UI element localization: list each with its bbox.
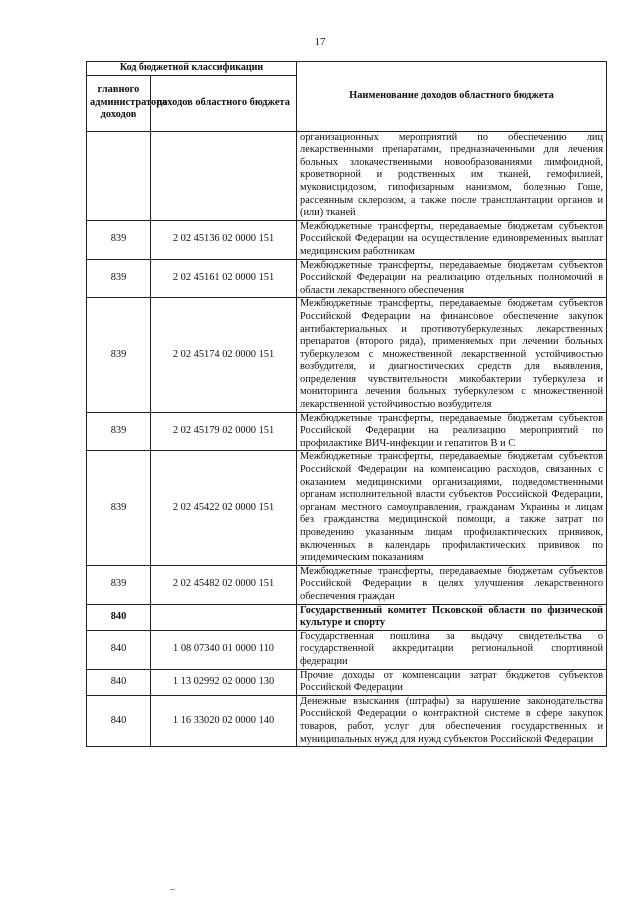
revenue-code-cell: 1 13 02992 02 0000 130: [151, 669, 297, 695]
admin-code-cell: 839: [87, 220, 151, 259]
admin-code-cell: 839: [87, 565, 151, 604]
revenue-code-cell: 1 16 33020 02 0000 140: [151, 695, 297, 746]
table-row: [87, 298, 607, 412]
header-admin: главного администратора доходов: [87, 75, 151, 131]
admin-code-cell: 840: [87, 695, 151, 746]
revenue-code-cell: 2 02 45422 02 0000 151: [151, 451, 297, 565]
revenue-code-cell: [151, 604, 297, 630]
table-row: [87, 695, 607, 746]
table-row: [87, 630, 607, 669]
table-row: [87, 259, 607, 298]
revenue-name-cell: Межбюджетные трансферты, передаваемые бюджетам субъектов Российской Федерации на компенсацию расходов, связанных с оказанием медицинскими организациями, подведомственными органам исполнительной власти субъектов Российской Федерации, органам местного самоуправления, гражданам Украины и лицам без гражданства медицинской помощи, а также затрат по проведению указанным лицам профилактических прививок, включенных в календарь профилактических прививок по эпидемическим показаниям: [297, 451, 607, 565]
admin-code-cell: 840: [87, 630, 151, 669]
revenue-name-cell: Межбюджетные трансферты, передаваемые бюджетам субъектов Российской Федерации в целях улучшения лекарственного обеспечения граждан: [297, 565, 607, 604]
revenue-code-cell: 2 02 45179 02 0000 151: [151, 412, 297, 451]
table-row: [87, 451, 607, 565]
revenue-code-cell: 1 08 07340 01 0000 110: [151, 630, 297, 669]
revenue-code-cell: 2 02 45174 02 0000 151: [151, 298, 297, 412]
admin-code-cell: 839: [87, 451, 151, 565]
page-number: 17: [314, 36, 326, 48]
admin-code-cell: [87, 131, 151, 220]
header-name: Наименование доходов областного бюджета: [297, 62, 607, 132]
revenue-code-cell: 2 02 45136 02 0000 151: [151, 220, 297, 259]
revenue-name-cell: Межбюджетные трансферты, передаваемые бюджетам субъектов Российской Федерации на осуществление единовременных выплат медицинским работникам: [297, 220, 607, 259]
revenue-name-cell: организационных мероприятий по обеспечению лиц лекарственными препаратами, предназначенными для лечения больных злокачественными новообразованиями лимфоидной, кроветворной и родственных им тканей, гемофилией, муковисцидозом, гипофизарным нанизмом, болезнью Гоше, рассеянным склерозом, а также после трансплантации органов и (или) тканей: [297, 131, 607, 220]
revenue-name-cell: Государственный комитет Псковской области по физической культуре и спорту: [297, 604, 607, 630]
table-row: [87, 412, 607, 451]
admin-code-cell: 840: [87, 604, 151, 630]
revenue-name-cell: Межбюджетные трансферты, передаваемые бюджетам субъектов Российской Федерации на финансовое обеспечение закупок антибактериальных и противотуберкулезных лекарственных препаратов (второго ряда), применяемых при лечении больных туберкулезом с множественной лекарственной устойчивостью возбудителя, и диагностических средств для выявления, определения чувствительности микобактерии туберкулеза и мониторинга лечения больных туберкулезом с множественной лекарственной устойчивостью возбудителя: [297, 298, 607, 412]
revenue-code-cell: 2 02 45482 02 0000 151: [151, 565, 297, 604]
revenue-name-cell: Денежные взыскания (штрафы) за нарушение законодательства Российской Федерации о контрактной системе в сфере закупок товаров, работ, услуг для обеспечения государственных и муниципальных нужд для нужд субъектов Российской Федерации: [297, 695, 607, 746]
table-row: [87, 669, 607, 695]
table-row: [87, 131, 607, 220]
revenue-name-cell: Государственная пошлина за выдачу свидетельства о государственной аккредитации региональной спортивной федерации: [297, 630, 607, 669]
table-row: [87, 220, 607, 259]
admin-code-cell: 839: [87, 412, 151, 451]
revenue-code-cell: [151, 131, 297, 220]
admin-code-cell: 840: [87, 669, 151, 695]
revenue-code-cell: 2 02 45161 02 0000 151: [151, 259, 297, 298]
revenue-name-cell: Межбюджетные трансферты, передаваемые бюджетам субъектов Российской Федерации на реализацию отдельных полномочий в области лекарственного обеспечения: [297, 259, 607, 298]
table-row: [87, 565, 607, 604]
footer-mark: –: [170, 884, 175, 895]
admin-code-cell: 839: [87, 259, 151, 298]
header-code: доходов областного бюджета: [151, 75, 297, 131]
table-row: [87, 604, 607, 630]
header-group: Код бюджетной классификации: [87, 62, 297, 76]
admin-code-cell: 839: [87, 298, 151, 412]
revenue-name-cell: Межбюджетные трансферты, передаваемые бюджетам субъектов Российской Федерации на реализацию мероприятий по профилактике ВИЧ-инфекции и гепатитов В и С: [297, 412, 607, 451]
budget-classification-table: [86, 61, 607, 747]
revenue-name-cell: Прочие доходы от компенсации затрат бюджетов субъектов Российской Федерации: [297, 669, 607, 695]
